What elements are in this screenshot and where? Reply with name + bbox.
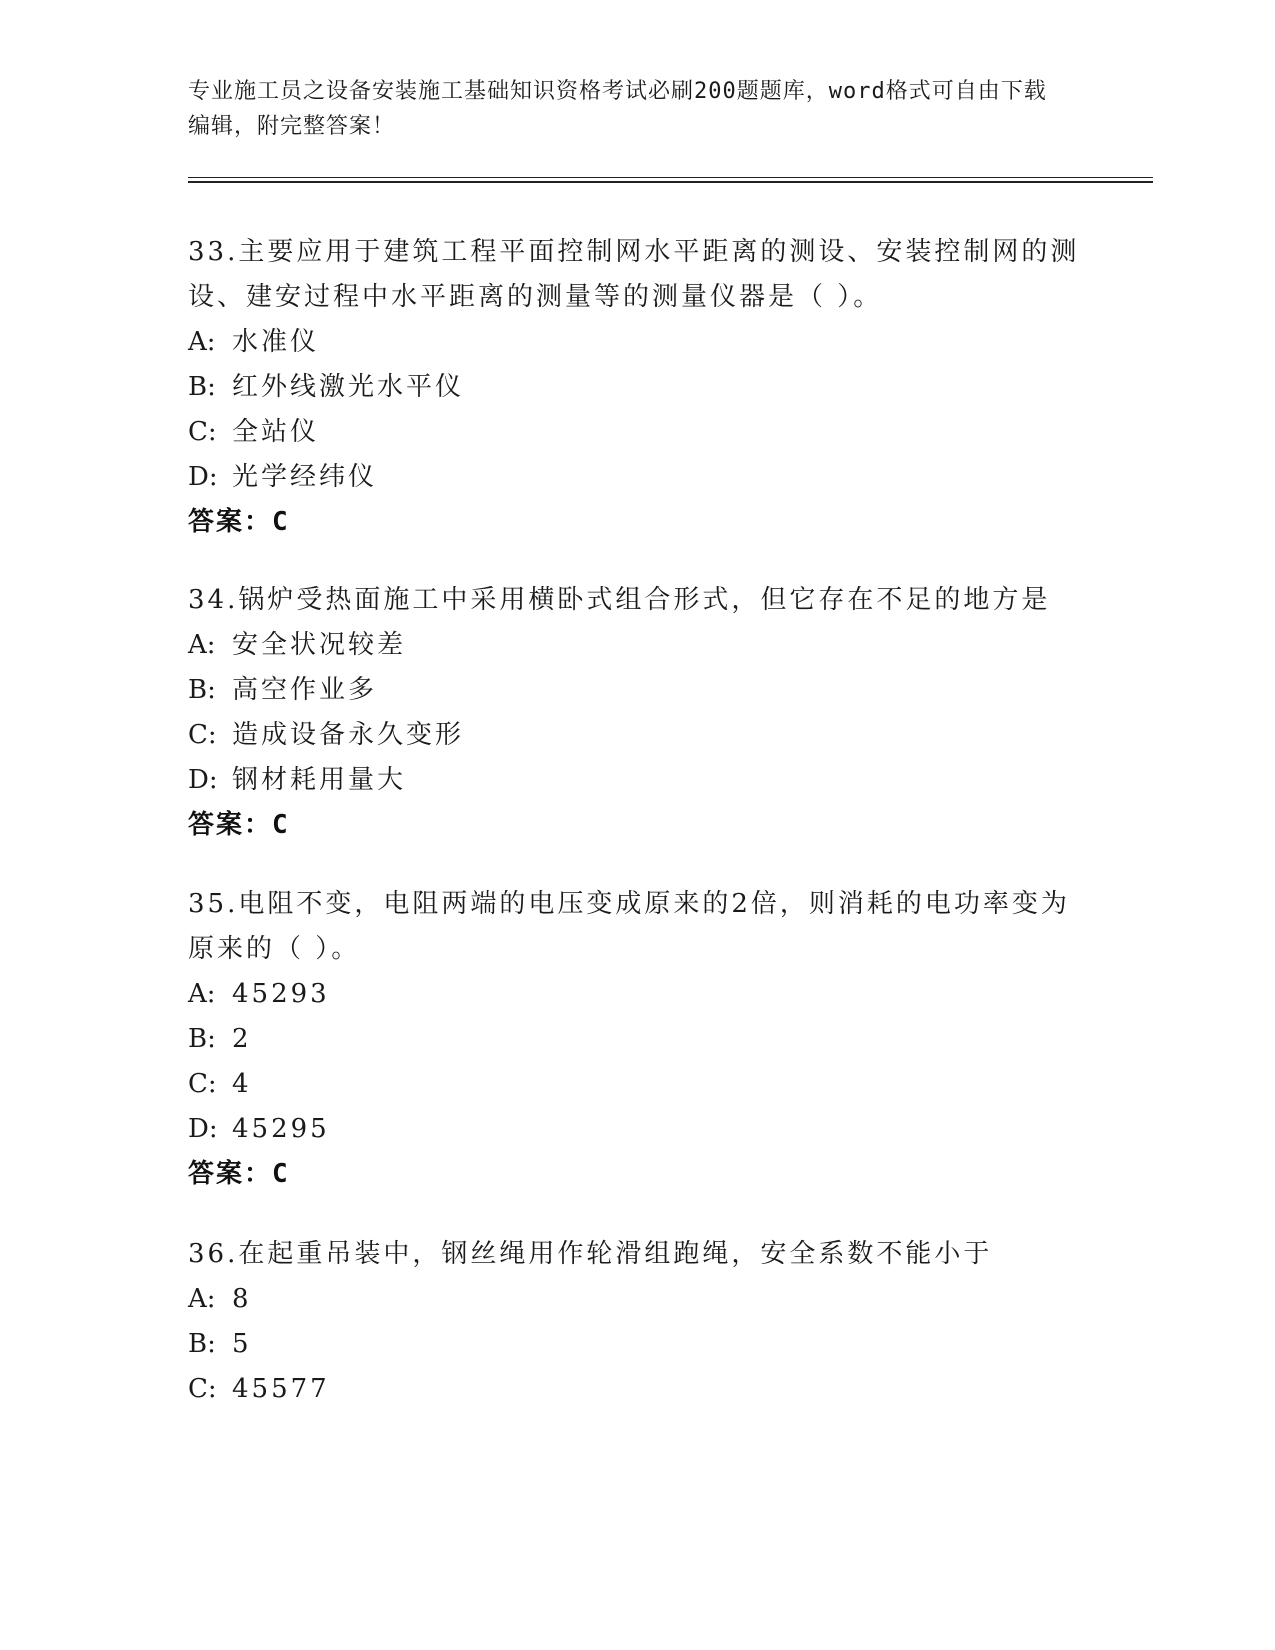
question-36 — [188, 1232, 1088, 1412]
answer-line — [188, 1152, 1088, 1197]
option-b — [188, 365, 1088, 410]
option-letter: C: — [188, 1374, 217, 1404]
option-text: 45577 — [232, 1374, 330, 1404]
option-text: 安全状况较差 — [232, 630, 407, 660]
option-a — [188, 972, 1088, 1017]
answer-line — [188, 500, 1088, 545]
option-c — [188, 410, 1088, 455]
document-header: 专业施工员之设备安装施工基础知识资格考试必刷200题题库，word格式可自由下载编辑，附完整答案！ — [188, 79, 1047, 139]
option-letter: B: — [188, 1024, 216, 1054]
option-text: 45295 — [232, 1114, 330, 1144]
option-text: 造成设备永久变形 — [232, 720, 465, 750]
option-letter: C: — [188, 417, 217, 447]
option-c — [188, 1367, 1088, 1412]
option-b — [188, 1017, 1088, 1062]
option-d — [188, 1107, 1088, 1152]
option-text: 5 — [232, 1329, 252, 1359]
answer-value: C — [272, 507, 288, 537]
option-b — [188, 1322, 1088, 1367]
option-letter: B: — [188, 675, 216, 705]
answer-line — [188, 803, 1088, 848]
option-b — [188, 668, 1088, 713]
question-35 — [188, 882, 1088, 1197]
answer-label: 答案： — [188, 810, 273, 840]
option-text: 45293 — [232, 979, 330, 1009]
option-a — [188, 1277, 1088, 1322]
option-letter: C: — [188, 1069, 217, 1099]
option-text: 红外线激光水平仪 — [232, 372, 465, 402]
option-letter: D: — [188, 765, 218, 795]
header-rule-thin — [188, 177, 1153, 178]
option-letter: A: — [188, 630, 216, 660]
option-text: 钢材耗用量大 — [232, 765, 407, 795]
option-c — [188, 1062, 1088, 1107]
option-letter: D: — [188, 1114, 218, 1144]
question-text: 33.主要应用于建筑工程平面控制网水平距离的测设、安装控制网的测设、建安过程中水平距离的测量等的测量仪器是（ ）。 — [188, 237, 1080, 312]
option-letter: B: — [188, 372, 216, 402]
option-c — [188, 713, 1088, 758]
option-letter: A: — [188, 979, 216, 1009]
question-text: 35.电阻不变，电阻两端的电压变成原来的2倍，则消耗的电功率变为原来的（ ）。 — [188, 889, 1070, 964]
option-text: 全站仪 — [232, 417, 320, 447]
question-text: 36.在起重吊装中，钢丝绳用作轮滑组跑绳，安全系数不能小于 — [188, 1239, 993, 1269]
answer-label: 答案： — [188, 1159, 273, 1189]
answer-label: 答案： — [188, 507, 273, 537]
header-rule-thick — [188, 181, 1153, 183]
option-text: 8 — [232, 1284, 252, 1314]
answer-value: C — [272, 1159, 288, 1189]
option-d — [188, 455, 1088, 500]
option-text: 2 — [232, 1024, 252, 1054]
question-34 — [188, 578, 1088, 848]
answer-value: C — [272, 810, 288, 840]
option-letter: B: — [188, 1329, 216, 1359]
option-letter: A: — [188, 327, 216, 357]
option-text: 高空作业多 — [232, 675, 378, 705]
option-d — [188, 758, 1088, 803]
option-text: 4 — [232, 1069, 252, 1099]
question-text: 34.锅炉受热面施工中采用横卧式组合形式，但它存在不足的地方是 — [188, 585, 1051, 615]
option-a — [188, 623, 1088, 668]
option-text: 光学经纬仪 — [232, 462, 378, 492]
option-letter: D: — [188, 462, 218, 492]
option-letter: C: — [188, 720, 217, 750]
option-text: 水准仪 — [232, 327, 320, 357]
option-a — [188, 320, 1088, 365]
question-33 — [188, 230, 1088, 545]
option-letter: A: — [188, 1284, 216, 1314]
